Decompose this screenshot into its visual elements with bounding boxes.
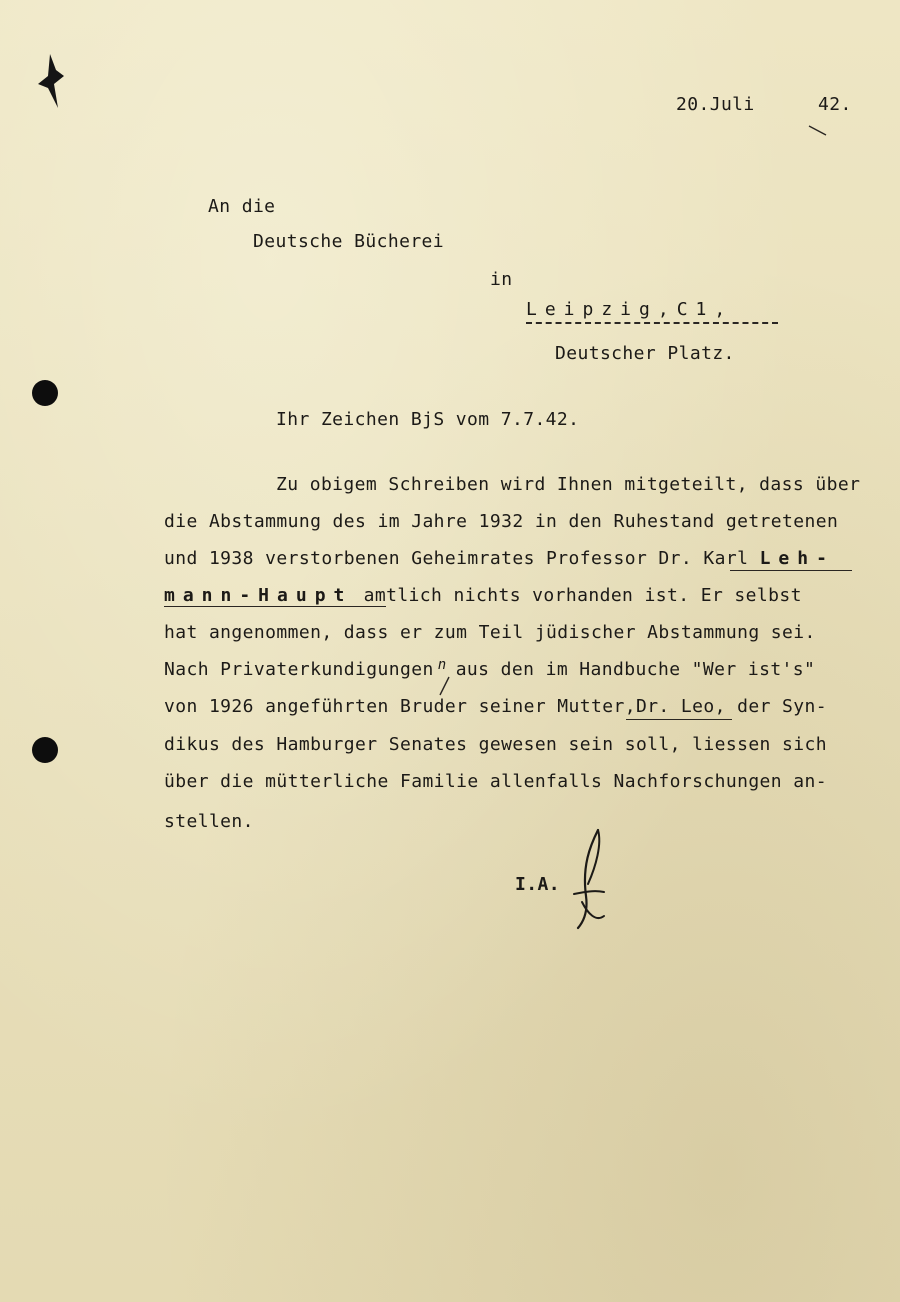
body-line-10: stellen. bbox=[164, 811, 254, 832]
pen-mark-icon bbox=[808, 124, 828, 138]
letter-date: 20.Juli bbox=[676, 94, 755, 115]
body-line-8: dikus des Hamburger Senates gewesen sein soll, liessen sich bbox=[164, 734, 827, 755]
body-line-4 bbox=[164, 585, 802, 606]
body-line-9: über die mütterliche Familie allenfalls Nachforschungen an- bbox=[164, 771, 827, 792]
body-line-6-text-a: Nach Privaterkundigungen bbox=[164, 659, 434, 680]
leo-underline bbox=[626, 719, 732, 720]
address-city: Leipzig,C1, bbox=[526, 299, 778, 324]
address-line-1: An die bbox=[208, 196, 276, 217]
body-line-7-text-c: der Syn- bbox=[725, 696, 827, 717]
body-line-3-text: und 1938 verstorbenen Geheimrates Professor Dr. Karl bbox=[164, 548, 760, 569]
insertion-slash-icon bbox=[434, 675, 456, 697]
torn-mark-icon bbox=[36, 54, 66, 110]
surname-part-2: mann-Haupt bbox=[164, 585, 353, 606]
punch-hole-top bbox=[32, 380, 58, 406]
body-line-2: die Abstammung des im Jahre 1932 in den Ruhestand getretenen bbox=[164, 511, 839, 532]
body-line-6-text-b: aus den im Handbuche "Wer ist's" bbox=[455, 659, 816, 680]
leo-name: Dr. Leo, bbox=[635, 696, 726, 717]
body-line-3 bbox=[164, 548, 835, 569]
surname-underline-2 bbox=[164, 606, 386, 607]
body-line-1: Zu obigem Schreiben wird Ihnen mitgeteilt, dass über bbox=[276, 474, 861, 495]
body-line-5: hat angenommen, dass er zum Teil jüdischer Abstammung sei. bbox=[164, 622, 816, 643]
reference-line: Ihr Zeichen BjS vom 7.7.42. bbox=[276, 409, 580, 430]
body-line-4-text: amtlich nichts vorhanden ist. Er selbst bbox=[352, 585, 802, 606]
signoff-label: I.A. bbox=[515, 874, 560, 895]
signature-icon bbox=[560, 826, 620, 936]
address-in: in bbox=[490, 269, 513, 290]
letter-year: 42. bbox=[818, 94, 852, 115]
body-line-6 bbox=[164, 659, 815, 680]
punch-hole-bottom bbox=[32, 737, 58, 763]
body-line-7 bbox=[164, 696, 827, 717]
address-street: Deutscher Platz. bbox=[555, 343, 735, 364]
surname-part-1: Leh- bbox=[759, 548, 835, 569]
handwritten-insertion: n bbox=[437, 657, 447, 673]
address-recipient: Deutsche Bücherei bbox=[253, 231, 445, 252]
body-line-7-text-a: von 1926 angeführten Bruder seiner Mutter, bbox=[164, 696, 636, 717]
surname-underline-1 bbox=[730, 570, 852, 571]
